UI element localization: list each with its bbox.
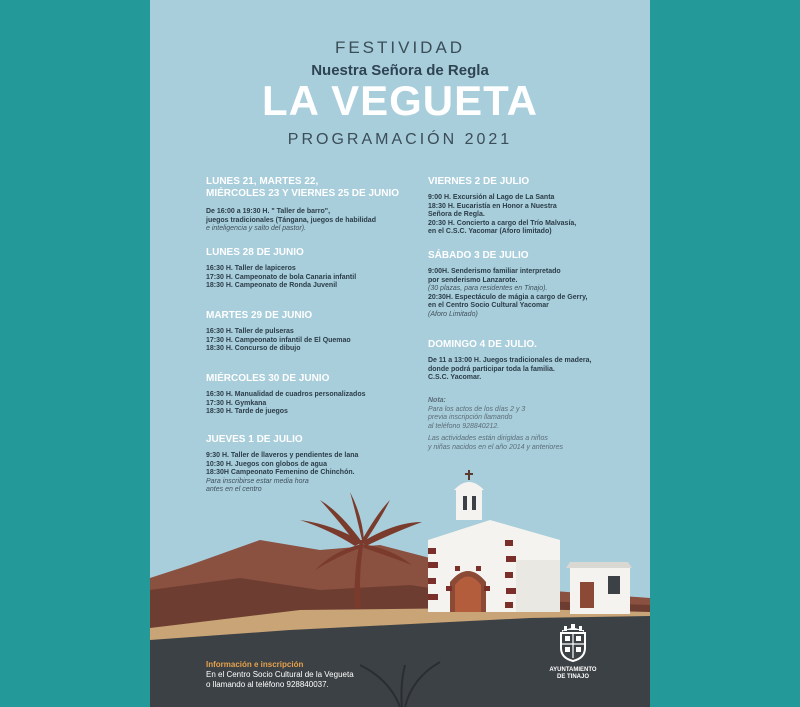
event-line: donde podrá participar toda la familia. — [428, 365, 555, 373]
event-line: 20:30H. Espectáculo de mágia a cargo de Gerry, — [428, 293, 588, 301]
schedule-section — [428, 176, 576, 237]
event-line: 18:30 H. Tarde de juegos — [206, 408, 288, 415]
event-line: De 16:00 a 19:30 H. " Taller de barro", — [206, 208, 331, 215]
event-line: 17:30 H. Gymkana — [206, 399, 267, 407]
logo-line: AYUNTAMIENTO — [549, 667, 597, 673]
section-heading: LUNES 28 DE JUNIO — [206, 247, 304, 258]
event-line: en el Centro Socio Cultural Yacomar — [428, 302, 549, 309]
event-line: 20:30 H. Concierto a cargo del Trío Malvasía, — [428, 219, 577, 227]
event-line: 16:30 H. Manualidad de cuadros personalizados — [206, 391, 366, 398]
event-line: (Aforo Limitado) — [428, 310, 478, 318]
event-line: 9:00 H. Excursión al Lago de La Santa — [428, 194, 555, 201]
section-heading: LUNES 21, MARTES 22, — [206, 176, 319, 187]
note-line: y niñas nacidos en el año 2014 y anteriores — [428, 443, 564, 451]
schedule-section — [428, 250, 587, 319]
event-line: 18:30H Campeonato Femenino de Chinchón. — [206, 469, 355, 476]
event-line: 18:30 H. Concurso de dibujo — [206, 345, 301, 352]
event-line: 16:30 H. Taller de lapiceros — [206, 265, 296, 272]
section-heading: MIÉRCOLES 30 DE JUNIO — [206, 373, 330, 384]
schedule-section — [206, 434, 358, 495]
note-line: Para los actos de los días 2 y 3 — [428, 405, 526, 413]
footer-title: Información e inscripción — [206, 660, 304, 669]
event-line: 17:30 H. Campeonato de bola Canaria infantil — [206, 273, 357, 281]
event-line: en el C.S.C. Yacomar (Aforo limitado) — [428, 228, 552, 235]
section-heading: VIERNES 2 DE JULIO — [428, 176, 530, 187]
logo-line: DE TINAJO — [556, 674, 589, 680]
programacion-label: PROGRAMACIÓN 2021 — [287, 131, 513, 148]
event-line: 18:30 H. Campeonato de Ronda Juvenil — [206, 282, 338, 289]
event-line: e inteligencia y salto del pastor). — [206, 225, 306, 232]
schedule-section — [206, 176, 399, 234]
festividad-label: FESTIVIDAD — [334, 38, 466, 57]
event-line: Para inscribirse estar media hora — [206, 477, 309, 485]
poster-subtitle: Nuestra Señora de Regla — [311, 62, 489, 79]
schedule-section — [428, 339, 591, 383]
note-block — [428, 397, 628, 452]
event-line: 17:30 H. Campeonato infantil de El Quemao — [206, 336, 351, 344]
section-heading: JUEVES 1 DE JULIO — [206, 434, 303, 445]
footer-info — [206, 660, 426, 690]
festival-poster — [150, 0, 650, 707]
event-line: C.S.C. Yacomar. — [428, 374, 482, 381]
event-line: Señora de Regla. — [428, 211, 485, 218]
section-heading: MIÉRCOLES 23 Y VIERNES 25 DE JUNIO — [206, 188, 400, 199]
note-line: Las actividades están dirigidas a niños — [428, 435, 548, 442]
coat-of-arms-icon — [558, 624, 588, 662]
note-title: Nota: — [428, 397, 446, 404]
event-line: 18:30 H. Eucaristía en Honor a Nuestra — [428, 202, 557, 210]
event-line: juegos tradicionales (Tángana, juegos de habilidad — [206, 216, 376, 224]
schedule-section — [206, 247, 356, 291]
section-heading: DOMINGO 4 DE JULIO. — [428, 339, 537, 350]
event-line: 9:00H. Senderismo familiar interpretado — [428, 268, 561, 275]
event-line: De 11 a 13:00 H. Juegos tradicionales de madera, — [428, 357, 592, 364]
footer-line: o llamando al teléfono 928840037. — [206, 680, 329, 689]
event-line: antes en el centro — [206, 486, 262, 493]
event-line: por senderismo Lanzarote. — [428, 276, 518, 284]
section-heading: MARTES 29 DE JUNIO — [206, 310, 313, 321]
note-line: previa inscripción llamando — [428, 414, 513, 421]
ayuntamiento-logo — [548, 624, 598, 681]
schedule-section — [206, 373, 366, 417]
event-line: 16:30 H. Taller de pulseras — [206, 328, 294, 335]
schedule-section — [206, 310, 351, 354]
event-line: (30 plazas, para residentes en Tinajo). — [428, 285, 548, 292]
footer-line: En el Centro Socio Cultural de la Vegueta — [206, 670, 354, 679]
event-line: 9:30 H. Taller de llaveros y pendientes de lana — [206, 452, 359, 459]
event-line: 10:30 H. Juegos con globos de agua — [206, 460, 327, 468]
section-heading: SÁBADO 3 DE JULIO — [428, 250, 529, 261]
poster-title: LA VEGUETA — [261, 77, 538, 124]
note-line: al teléfono 928840212. — [428, 422, 500, 430]
